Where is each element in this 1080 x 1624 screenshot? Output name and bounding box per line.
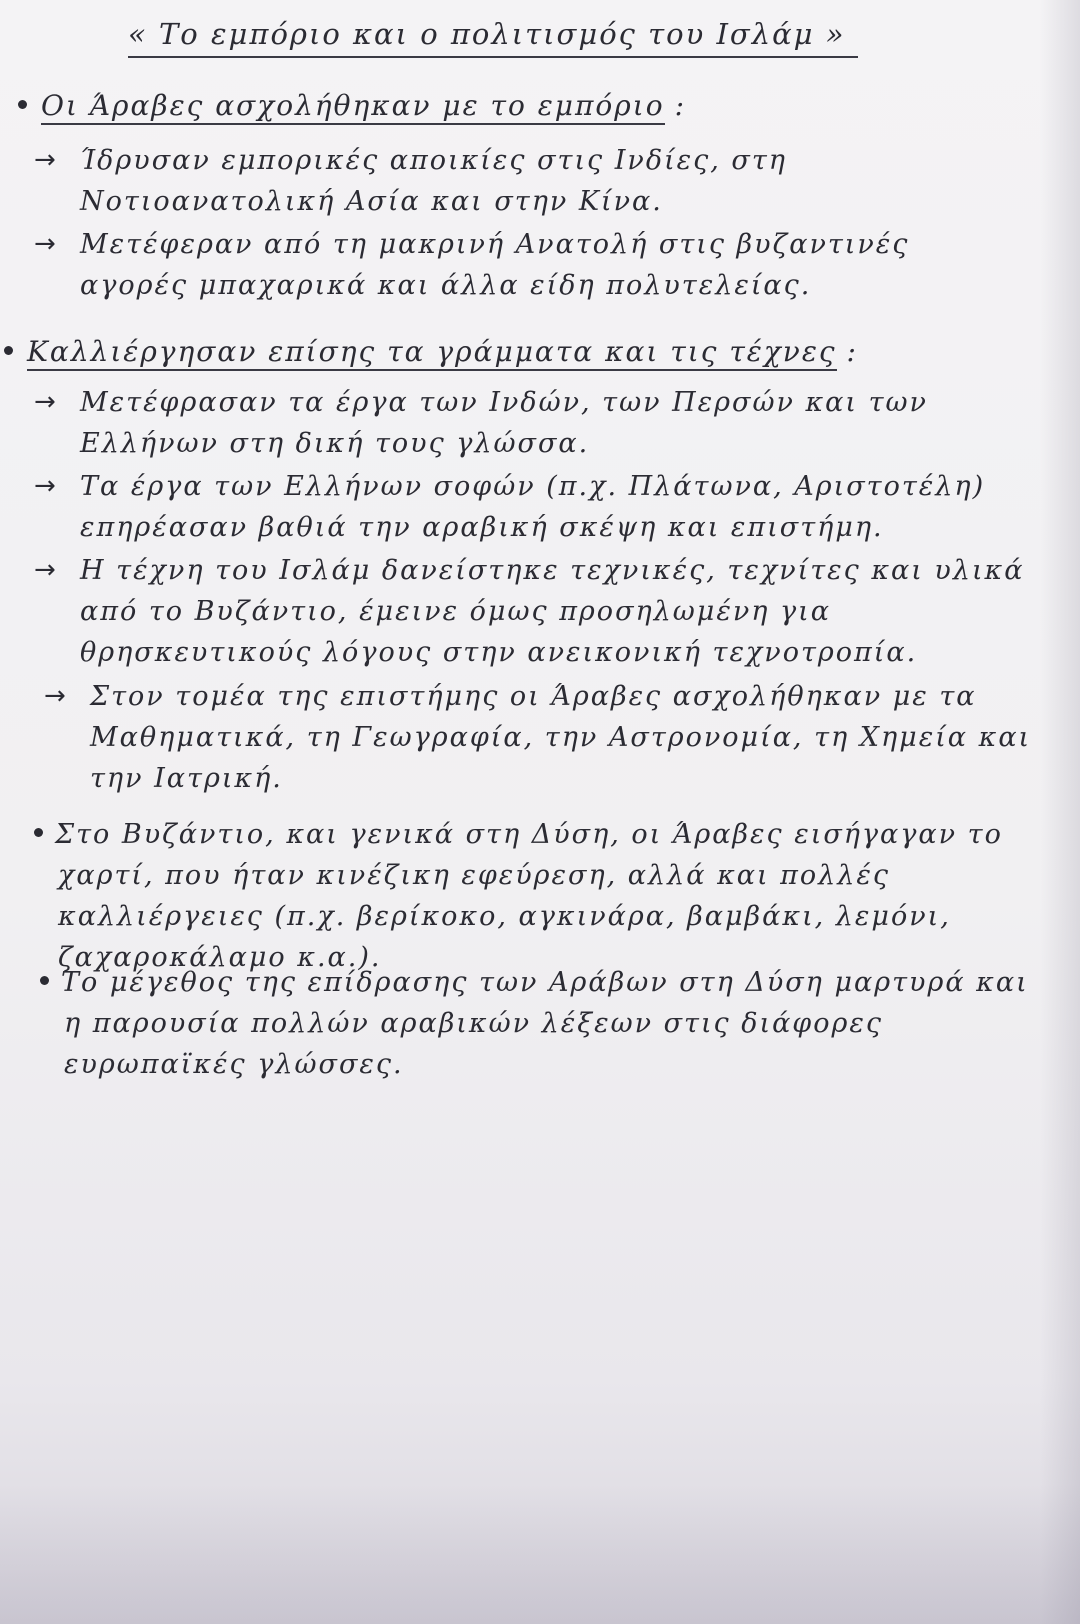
list-item xyxy=(34,382,1034,464)
bullet-icon xyxy=(34,828,43,837)
heading-colon: : xyxy=(674,89,686,122)
list-item-text: Στον τομέα της επιστήμης οι Άραβες ασχολήθηκαν με τα Μαθηματικά, τη Γεωγραφία, την Αστρονομία, τη Χημεία και την Ιατρική. xyxy=(90,681,1032,794)
list-item xyxy=(34,550,1034,673)
list-item xyxy=(34,466,1034,548)
page-title: « Το εμπόριο και ο πολιτισμός του Ισλάμ » xyxy=(128,14,858,58)
section-heading-trade-text: Οι Άραβες ασχολήθηκαν με το εμπόριο xyxy=(41,89,665,125)
arrow-right-icon: → xyxy=(34,387,58,417)
bullet-icon xyxy=(40,976,49,985)
list-item xyxy=(34,224,1024,306)
bullet-icon xyxy=(18,100,27,109)
list-item-text: Μετέφρασαν τα έργα των Ινδών, των Περσών και των Ελλήνων στη δική τους γλώσσα. xyxy=(80,387,928,459)
section-heading-letters-arts xyxy=(4,332,858,372)
arrow-right-icon: → xyxy=(34,471,58,501)
list-item-text: Η τέχνη του Ισλάμ δανείστηκε τεχνικές, τεχνίτες και υλικά από το Βυζάντιο, έμεινε όμως προσηλωμένη για θρησκευτικούς λόγους στην ανεικονική τεχνοτροπία. xyxy=(80,555,1025,668)
paragraph-text: Στο Βυζάντιο, και γενικά στη Δύση, οι Άραβες εισήγαγαν το χαρτί, που ήταν κινέζικη εφεύρεση, αλλά και πολλές καλλιέργειες (π.χ. βερίκοκο, αγκινάρα, βαμβάκι, λεμόνι, ζαχαροκάλαμο κ.α.). xyxy=(55,819,1003,973)
arrow-right-icon: → xyxy=(34,145,58,175)
list-item xyxy=(44,676,1034,799)
list-item xyxy=(34,140,1024,222)
paragraph-arabic-influence xyxy=(40,962,1040,1085)
section-heading-trade xyxy=(18,86,686,126)
section-heading-letters-arts-text: Καλλιέργησαν επίσης τα γράμματα και τις τέχνες xyxy=(27,335,837,371)
arrow-right-icon: → xyxy=(34,555,58,585)
list-item-text: Τα έργα των Ελλήνων σοφών (π.χ. Πλάτωνα, Αριστοτέλη) επηρέασαν βαθιά την αραβική σκέψη και επιστήμη. xyxy=(80,471,986,543)
page-shadow-right xyxy=(1040,0,1080,1624)
bullet-icon xyxy=(4,346,13,355)
paragraph-text: Το μέγεθος της επίδρασης των Αράβων στη Δύση μαρτυρά και η παρουσία πολλών αραβικών λέξεων στις διάφορες ευρωπαϊκές γλώσσες. xyxy=(61,967,1029,1080)
page-shadow-bottom xyxy=(0,1484,1080,1624)
paragraph-paper-introduction xyxy=(34,814,1044,978)
list-item-text: Ίδρυσαν εμπορικές αποικίες στις Ινδίες, στη Νοτιοανατολική Ασία και στην Κίνα. xyxy=(80,145,787,217)
heading-colon: : xyxy=(846,335,858,368)
arrow-right-icon: → xyxy=(34,229,58,259)
arrow-right-icon: → xyxy=(44,681,68,711)
list-item-text: Μετέφεραν από τη μακρινή Ανατολή στις βυζαντινές αγορές μπαχαρικά και άλλα είδη πολυτελείας. xyxy=(80,229,910,301)
